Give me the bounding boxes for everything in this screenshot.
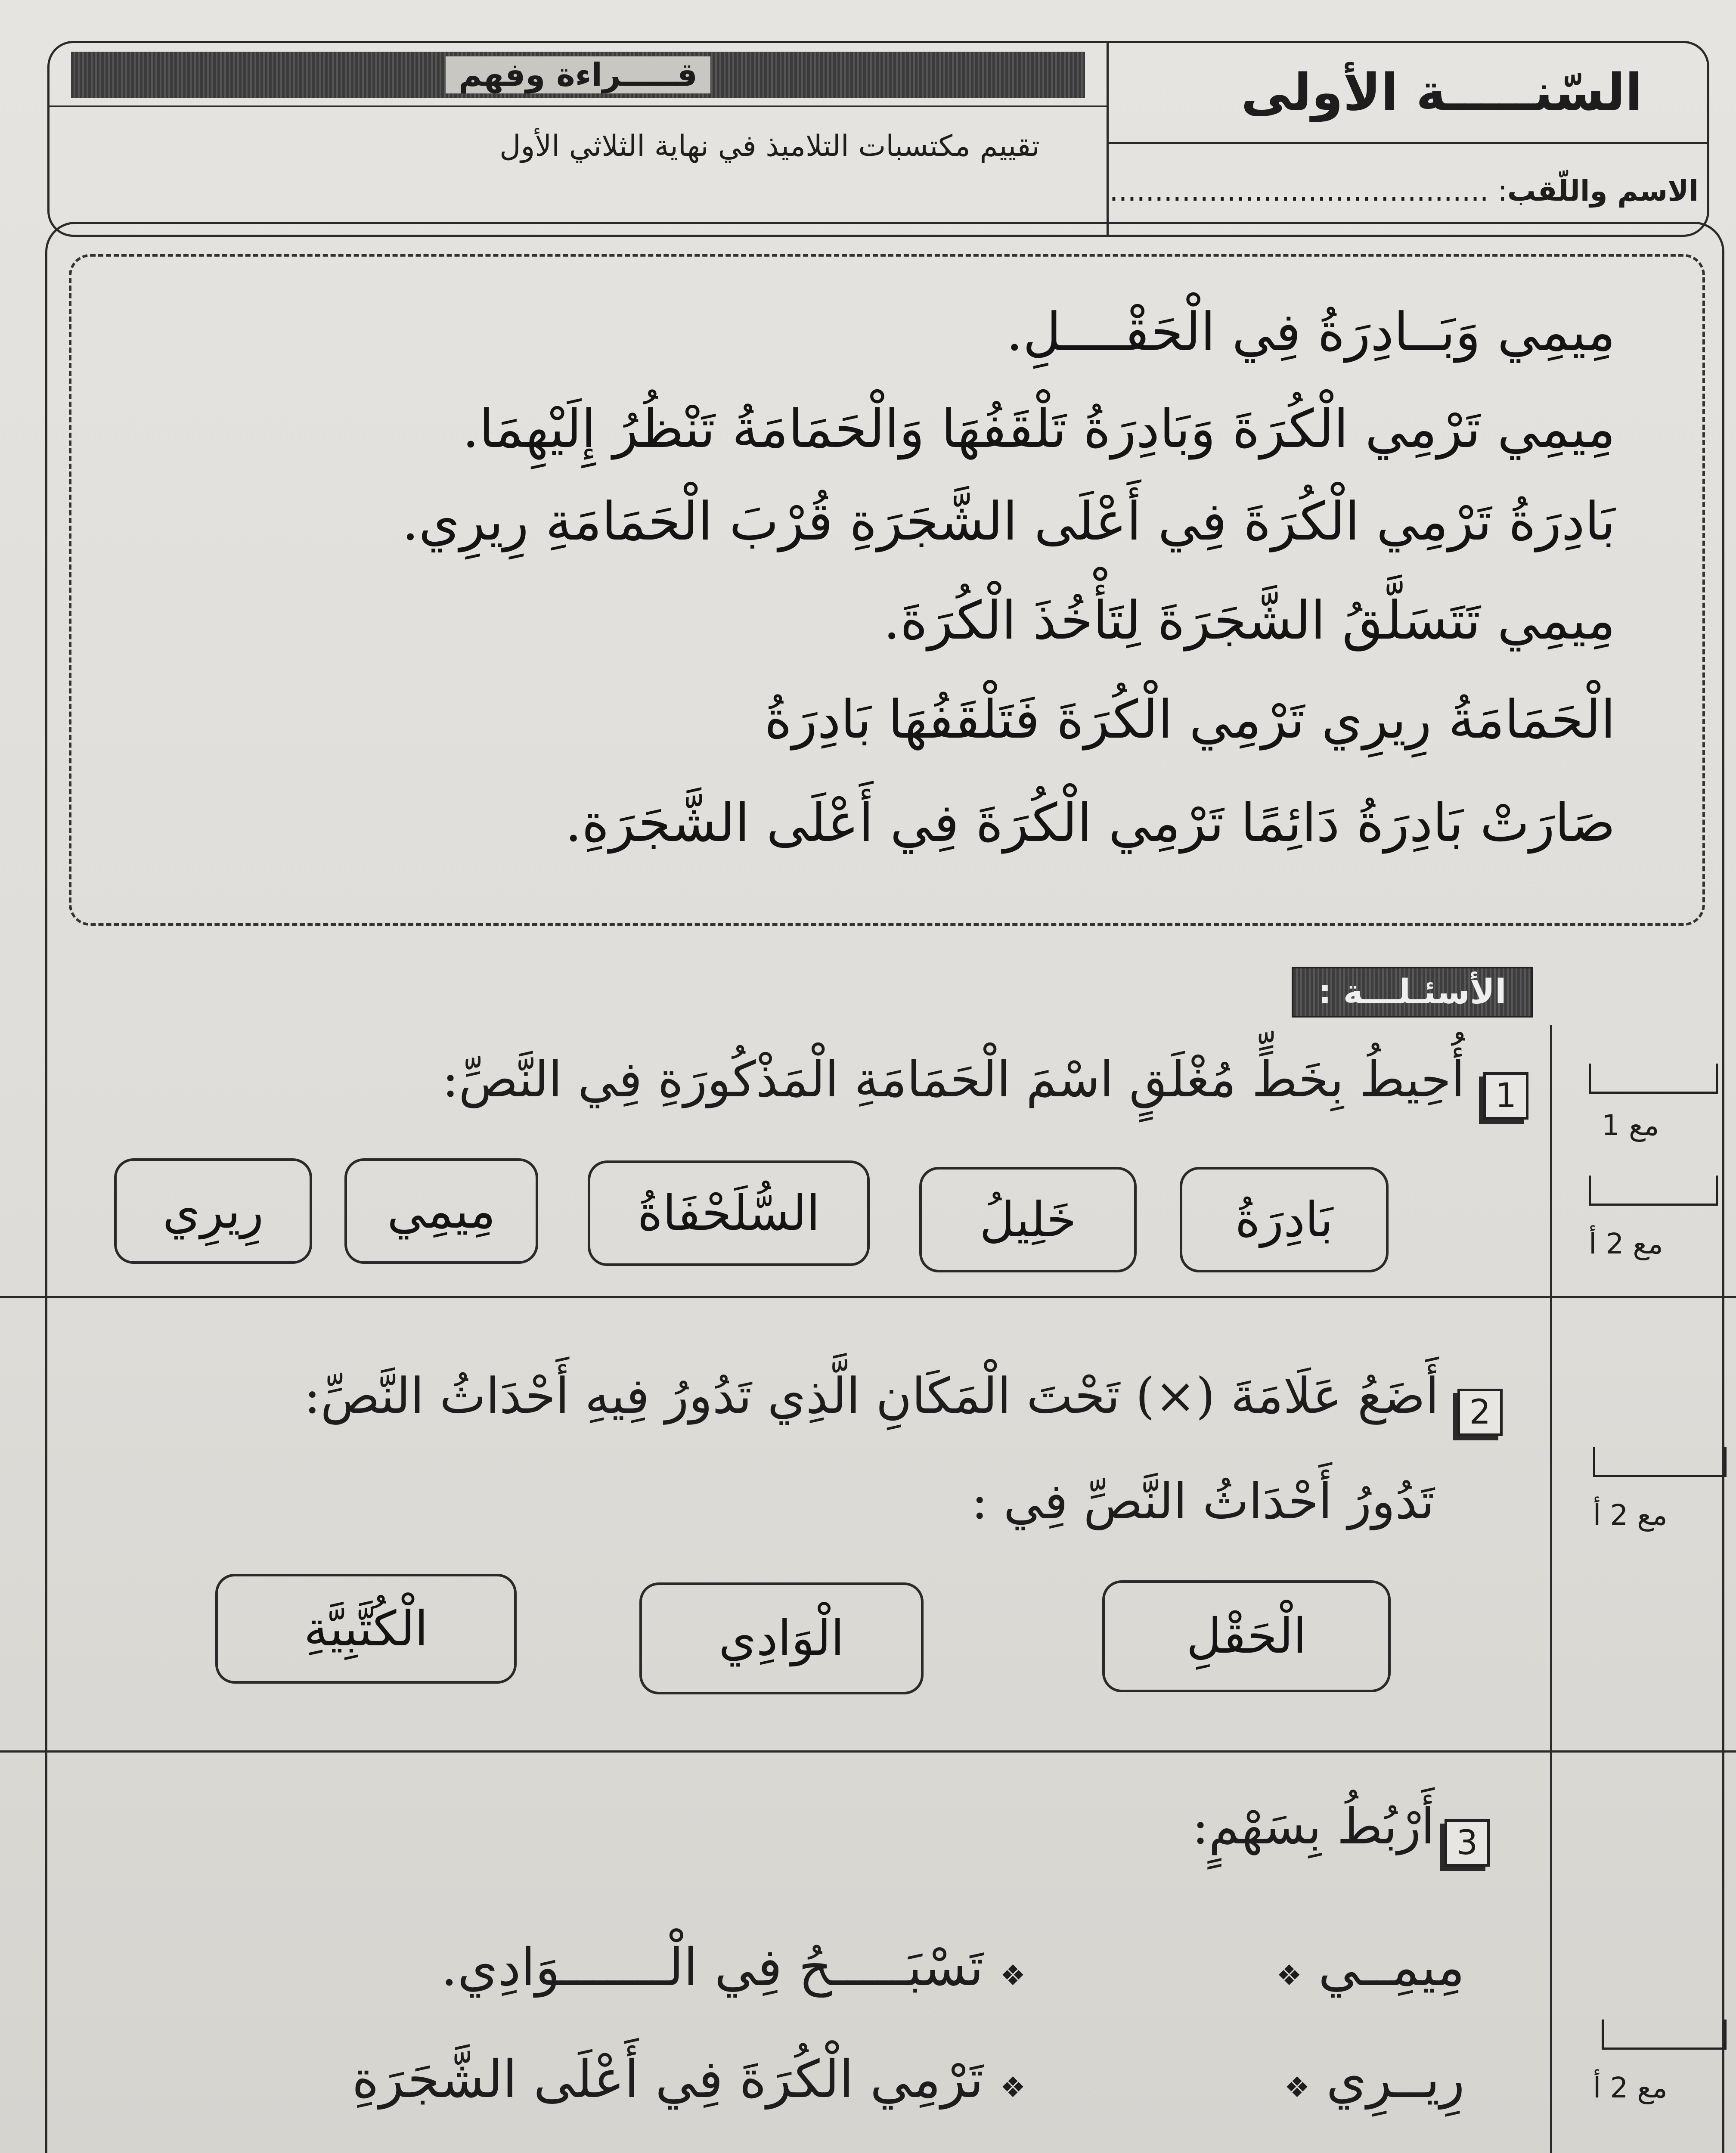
option-tortoise[interactable]: السُّلَحْفَاةُ <box>588 1160 870 1266</box>
header-box <box>47 41 1709 237</box>
name-field[interactable] <box>1109 174 1699 208</box>
assessment-subtitle: تقييم مكتسبات التلاميذ في نهاية الثلاثي الأول <box>499 129 1040 163</box>
option-valley[interactable]: الْوَادِي <box>639 1582 924 1694</box>
match-left-label: مِيمِــي <box>1318 1938 1465 1998</box>
option-mimi[interactable]: مِيمِي <box>344 1158 538 1264</box>
text-line: مِيمِي تَرْمِي الْكُرَةَ وَبَادِرَةُ تَلْقَفُهَا وَالْحَمَامَةُ تَنْظُرُ إِلَيْهِمَا. <box>462 398 1615 459</box>
text-line: بَادِرَةُ تَرْمِي الْكُرَةَ فِي أَعْلَى الشَّجَرَةِ قُرْبَ الْحَمَامَةِ رِيرِي. <box>402 491 1615 552</box>
question-2-subtext: تَدُورُ أَحْدَاثُ النَّصِّ فِي : <box>971 1473 1435 1530</box>
match-right-label: تَسْبَـــــحُ فِي الْـــــــوَادِي. <box>441 1938 984 1998</box>
section-banner <box>71 52 1085 98</box>
question-number-1: 1 <box>1483 1072 1528 1120</box>
header-divider <box>50 105 1107 107</box>
score-bracket <box>1593 1447 1727 1477</box>
match-bullet[interactable]: ❖ <box>1000 2071 1026 2104</box>
question-separator <box>0 1296 1736 1298</box>
match-left-item <box>1284 2050 1465 2110</box>
match-bullet[interactable]: ❖ <box>1000 1959 1026 1992</box>
match-right-label: تَرْمِي الْكُرَةَ فِي أَعْلَى الشَّجَرَةِ <box>352 2050 984 2110</box>
grade-level: السّنـــــة الأولى <box>1241 62 1643 122</box>
option-kuttab[interactable]: الْكُتَّبِيَّةِ <box>215 1574 517 1684</box>
option-riri[interactable]: رِيرِي <box>114 1158 312 1264</box>
score-bracket <box>1602 2020 1727 2050</box>
question-3-text: أَرْبُطُ بِسَهْمٍ: <box>1192 1798 1435 1855</box>
question-1-text: أُحِيطُ بِخَطٍّ مُغْلَقٍ اسْمَ الْحَمَامَةِ الْمَذْكُورَةِ فِي النَّصِّ: <box>442 1051 1465 1108</box>
option-field[interactable]: الْحَقْلِ <box>1102 1580 1391 1692</box>
text-line: صَارَتْ بَادِرَةُ دَائِمًا تَرْمِي الْكُرَةَ فِي أَعْلَى الشَّجَرَةِ. <box>565 792 1615 853</box>
header-divider <box>1109 142 1709 144</box>
option-khalil[interactable]: خَلِيلُ <box>919 1167 1137 1272</box>
score-q1-b: مع 2 أ <box>1589 1227 1663 1260</box>
match-bullet[interactable]: ❖ <box>1276 1959 1302 1992</box>
match-left-label: رِيــرِي <box>1326 2050 1465 2110</box>
name-label: الاسم واللّقب <box>1507 174 1699 208</box>
match-bullet[interactable]: ❖ <box>1284 2071 1310 2104</box>
match-right-item <box>352 2050 1026 2110</box>
question-number-2: 2 <box>1457 1389 1503 1436</box>
text-line: مِيمِي تَتَسَلَّقُ الشَّجَرَةَ لِتَأْخُذَ الْكُرَةَ. <box>883 590 1615 651</box>
text-line: مِيمِي وَبَــادِرَةُ فِي الْحَقْــــلِ. <box>1006 301 1615 363</box>
score-bracket <box>1589 1064 1718 1094</box>
header-divider <box>1107 43 1109 235</box>
questions-label <box>1292 967 1533 1018</box>
score-q3: مع 2 أ <box>1593 2071 1668 2104</box>
option-badira[interactable]: بَادِرَةُ <box>1180 1167 1389 1272</box>
question-2-text: أَضَعُ عَلَامَةَ (×) تَحْتَ الْمَكَانِ الَّذِي تَدُورُ فِيهِ أَحْدَاثُ النَّصِّ: <box>304 1367 1439 1424</box>
question-number-3: 3 <box>1445 1819 1490 1867</box>
score-q1-a: مع 1 <box>1602 1109 1659 1142</box>
question-separator <box>0 1750 1736 1753</box>
questions-label-text: الأسئـلـــة : <box>1318 973 1507 1011</box>
banner-title: قـــــراءة وفهم <box>446 56 710 93</box>
match-right-item <box>441 1938 1026 1998</box>
score-q2: مع 2 أ <box>1593 1498 1668 1532</box>
name-blank[interactable]: : .......................................... <box>1109 174 1507 208</box>
text-line: الْحَمَامَةُ رِيرِي تَرْمِي الْكُرَةَ فَتَلْقَفُهَا بَادِرَةُ <box>764 689 1615 750</box>
match-left-item <box>1276 1938 1465 1998</box>
score-column-divider <box>1550 1025 1552 2153</box>
score-bracket <box>1589 1176 1718 1206</box>
